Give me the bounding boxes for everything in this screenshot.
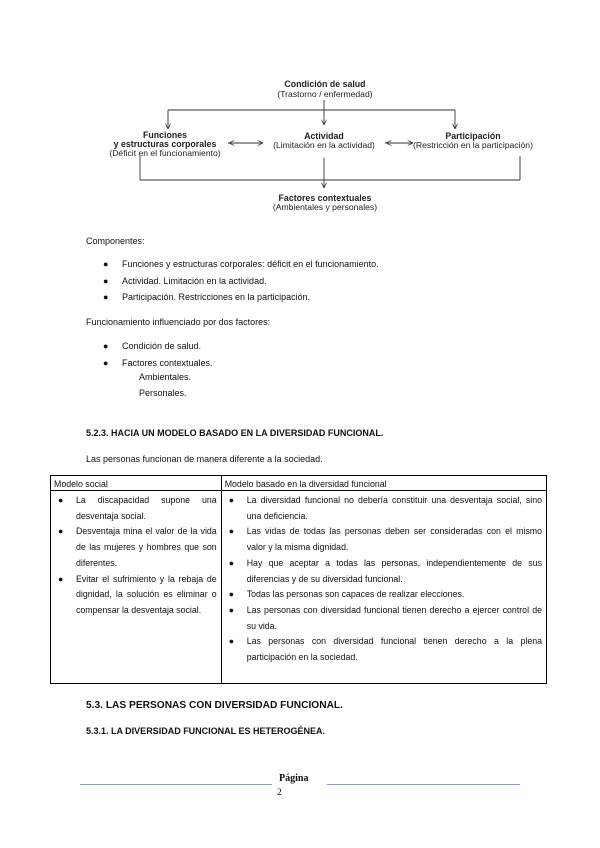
health-condition-title: Condición de salud [284,79,366,89]
list-item [54,493,217,524]
list-item [103,338,213,355]
list-item-text: La diversidad funcional no debería constituir una desventaja social, sino una deficiencia. [246,495,542,521]
list-item [103,289,379,306]
list-item [225,587,542,603]
bullet-icon: ● [228,636,235,647]
bullet-icon: ● [228,557,235,568]
footer-rule-right [327,784,520,785]
list-item-text: Las personas con diversidad funcional tienen derecho a la plena participación en la sociedad. [246,636,542,663]
bullet-icon: ● [103,275,109,286]
health-condition-subtitle: (Trastorno / enfermedad) [277,89,373,99]
bullet-icon: ● [228,526,235,537]
bullet-icon: ● [228,589,235,600]
functions-title-2: y estructuras corporales [113,139,217,149]
list-item-text: Actividad. Limitación en la actividad. [122,275,267,286]
list-item [225,603,542,634]
list-item [225,634,542,665]
participation-subtitle: (Restricción en la participación) [413,140,533,150]
bullet-icon: ● [228,604,235,615]
components-label: Componentes: [86,236,145,246]
icf-diagram [100,72,540,220]
list-item-text: Las vidas de todas las personas deben ser consideradas con el mismo valor y la misma dignidad. [246,526,542,553]
list-item [103,273,379,290]
functions-title: Funciones [143,130,187,140]
section-523-heading: 5.2.3. HACIA UN MODELO BASADO EN LA DIVERSIDAD FUNCIONAL. [86,428,384,438]
list-item [225,493,542,524]
bullet-icon: ● [228,495,235,505]
list-item-text: La discapacidad supone una desventaja social. [76,495,217,521]
diversity-model-cell [221,491,546,684]
table-header-row [51,476,547,491]
factors-label: Funcionamiento influenciado por dos factores: [86,317,271,327]
list-item-text: Hay que aceptar a todas las personas, independientemente de sus diferencias y de su diversidad funcional. [246,557,542,584]
context-title: Factores contextuales [278,193,372,203]
list-item-text: Funciones y estructuras corporales: déficit en el funcionamiento. [122,259,379,269]
header-diversity-model: Modelo basado en la diversidad funcional [221,476,546,491]
activity-title: Actividad [304,131,344,141]
social-model-cell [51,491,222,684]
list-item [103,355,213,372]
list-item-text: Desventaja mina el valor de la vida de las mujeres y hombres que son diferentes. [76,526,217,568]
bullet-icon: ● [58,573,64,584]
footer-page-label: Página [279,773,309,784]
list-item-text: Las personas con diversidad funcional tienen derecho a ejercer control de su vida. [246,604,542,631]
list-item [225,556,542,587]
table-row [51,491,547,684]
participation-title: Participación [445,131,501,141]
footer-page-number: 2 [277,788,282,798]
bullet-icon: ● [58,495,64,505]
section-523-intro: Las personas funcionan de manera diferente a la sociedad. [86,454,323,464]
list-item-text: Condición de salud. [122,341,202,351]
list-item [54,572,217,619]
subitem-personales: Personales. [139,388,187,398]
list-item-text: Evitar el sufrimiento y la rebaja de dignidad, la solución es eliminar o compensar la desventaja social. [76,573,217,615]
header-social-model: Modelo social [51,476,222,491]
models-table [50,475,547,684]
functions-subtitle: (Déficit en el funcionamiento) [109,148,221,158]
components-list [103,256,379,306]
bullet-icon: ● [103,259,109,269]
list-item-text: Participación. Restricciones en la participación. [122,292,311,302]
footer-rule-left [80,784,272,785]
bullet-icon: ● [58,526,64,537]
list-item [54,524,217,571]
subitem-ambientales: Ambientales. [139,372,192,382]
bullet-icon: ● [103,292,109,302]
activity-subtitle: (Limitación en la actividad) [273,140,375,150]
list-item [103,256,379,273]
list-item [225,524,542,555]
list-item-text: Factores contextuales. [122,357,213,368]
section-53-heading: 5.3. LAS PERSONAS CON DIVERSIDAD FUNCIONAL. [86,700,343,711]
bullet-icon: ● [103,341,109,351]
list-item-text: Todas las personas son capaces de realizar elecciones. [246,589,465,600]
context-subtitle: (Ambientales y personales) [272,202,378,212]
factors-list [103,338,213,371]
section-531-heading: 5.3.1. LA DIVERSIDAD FUNCIONAL ES HETEROGÉNEA. [86,726,326,736]
bullet-icon: ● [103,357,109,368]
